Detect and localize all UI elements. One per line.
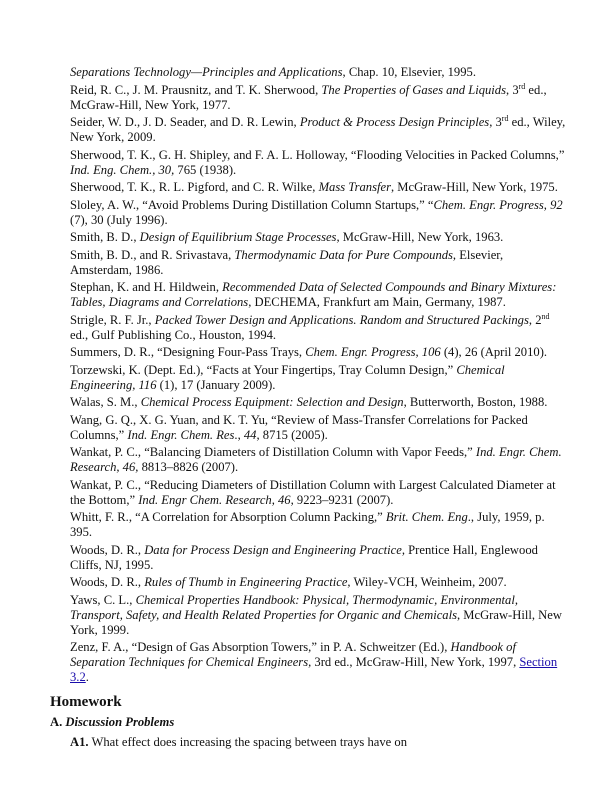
reference-text: Sloley, A. W., “Avoid Problems During Distillation Column Startups,” “ <box>70 197 434 212</box>
reference-text: rd <box>501 114 509 123</box>
reference-title: Brit. Chem. Eng <box>385 510 468 524</box>
reference-text: Woods, D. R., <box>70 542 145 557</box>
reference-text: Prentice Hall, Englewood Cliffs, NJ, 1995. <box>70 542 538 572</box>
reference-entry <box>70 395 566 410</box>
reference-title: Chemical Process Equipment: Selection and Design <box>140 395 404 409</box>
reference-entry <box>70 510 566 540</box>
reference-entry <box>70 83 566 113</box>
reference-text: . <box>85 670 89 684</box>
reference-title: Product & Process Design Principles <box>299 115 490 129</box>
reference-entry <box>70 413 566 443</box>
reference-title: Separations Technology—Principles and Applications <box>70 65 343 79</box>
reference-text: Walas, S. M., <box>70 395 141 409</box>
reference-entry <box>70 543 566 573</box>
reference-text: Wiley-VCH, Weinheim, 2007. <box>350 575 507 589</box>
section-title: Discussion Problems <box>65 715 175 729</box>
reference-text: Smith, B. D., <box>70 230 140 244</box>
reference-text: , 3 <box>506 82 519 97</box>
reference-text: (4), 26 (April 2010). <box>440 345 548 359</box>
section-link[interactable]: Section 3.2 <box>70 655 558 684</box>
reference-title: Ind. Eng. Chem., 30, <box>70 162 175 177</box>
reference-title: Ind. Engr. Chem. Research, 46, <box>70 445 562 474</box>
reference-title: Chem. Engr. Progress, 92 <box>433 197 563 212</box>
reference-title: Design of Equilibrium Stage Processes, <box>139 230 340 244</box>
reference-text: , Chap. 10, Elsevier, 1995. <box>342 65 476 79</box>
reference-title: The Properties of Gases and Liquids <box>321 82 507 97</box>
reference-entry <box>70 198 566 228</box>
reference-entry <box>70 148 566 178</box>
reference-text: ., <box>234 427 244 442</box>
section-heading <box>50 715 566 730</box>
reference-entry <box>70 230 566 245</box>
reference-text: (7), 30 (July 1996). <box>70 212 168 227</box>
reference-entry <box>70 640 566 685</box>
reference-text: Wankat, P. C., “Reducing Diameters of Distillation Column with Largest Calculated Diameter at the Bottom,” <box>70 477 556 507</box>
reference-title: Thermodynamic Data for Pure Compounds, <box>234 247 457 262</box>
reference-title: Chem. Engr. Progress, 106 <box>305 345 441 359</box>
reference-entry <box>70 593 566 638</box>
reference-text: Wankat, P. C., “Balancing Diameters of Distillation Column with Vapor Feeds,” <box>70 445 476 459</box>
reference-title: Ind. Engr Chem. Research, 46, <box>138 492 294 507</box>
reference-title: Chemical Properties Handbook: Physical, Thermodynamic, Environmental, Transport, Safety, and Health Related Properties for Organic and Chemicals <box>70 592 518 622</box>
reference-text: 3rd ed., McGraw-Hill, New York, 1997, <box>311 655 520 669</box>
references-list <box>70 65 566 685</box>
problem-number: A1. <box>70 735 89 749</box>
reference-title: 44, <box>243 427 260 442</box>
reference-title: Mass Transfer <box>318 180 391 194</box>
reference-text: 8813–8826 (2007). <box>138 460 239 474</box>
reference-text: Strigle, R. F. Jr., <box>70 312 155 327</box>
reference-entry <box>70 65 566 80</box>
reference-entry <box>70 575 566 590</box>
reference-text: ed., McGraw-Hill, New York, 1977. <box>70 82 547 112</box>
reference-title: Rules of Thumb in Engineering Practice, <box>144 575 351 589</box>
reference-entry <box>70 280 566 310</box>
reference-text: Elsevier, Amsterdam, 1986. <box>70 247 504 277</box>
reference-text: Reid, R. C., J. M. Prausnitz, and T. K. Sherwood, <box>70 82 322 97</box>
homework-heading: Homework <box>50 694 122 710</box>
reference-title: Ind. Engr. Chem. Res <box>127 427 235 442</box>
problem-text: What effect does increasing the spacing between trays have on <box>91 735 408 749</box>
reference-text: 8715 (2005). <box>259 427 328 442</box>
reference-text: Woods, D. R., <box>70 575 145 589</box>
reference-title: Recommended Data of Selected Compounds and Binary Mixtures: Tables, Diagrams and Correlations <box>70 280 557 309</box>
reference-entry <box>70 363 566 393</box>
reference-title: Chemical Engineering, 116 <box>70 362 505 392</box>
reference-title: Handbook of Separation Techniques for Chemical Engineers, <box>70 640 516 669</box>
reference-text: , DECHEMA, Frankfurt am Main, Germany, 1987. <box>248 295 506 309</box>
reference-text: Yaws, C. L., <box>70 592 136 607</box>
reference-text: , McGraw-Hill, New York, 1999. <box>70 607 562 637</box>
reference-entry <box>70 478 566 508</box>
reference-entry <box>70 115 566 145</box>
reference-text: Whitt, F. R., “A Correlation for Absorption Column Packing,” <box>70 510 386 524</box>
reference-text: Seider, W. D., J. D. Seader, and D. R. Lewin, <box>70 115 300 129</box>
reference-text: Summers, D. R., “Designing Four-Pass Trays, <box>70 345 306 359</box>
problem-a1 <box>70 735 566 750</box>
reference-text: (1), 17 (January 2009). <box>156 377 276 392</box>
reference-text: , McGraw-Hill, New York, 1975. <box>391 180 558 194</box>
reference-entry <box>70 313 566 343</box>
reference-entry <box>70 248 566 278</box>
reference-text: Sherwood, T. K., R. L. Pigford, and C. R. Wilke, <box>70 180 319 194</box>
reference-text: , Butterworth, Boston, 1988. <box>403 395 548 409</box>
reference-title: Data for Process Design and Engineering Practice, <box>144 542 406 557</box>
reference-entry <box>70 445 566 475</box>
reference-text: McGraw-Hill, New York, 1963. <box>339 230 504 244</box>
reference-text: nd <box>541 311 550 321</box>
reference-entry <box>70 180 566 195</box>
reference-text: 765 (1938). <box>174 162 237 177</box>
reference-text: ed., Gulf Publishing Co., Houston, 1994. <box>70 327 277 342</box>
reference-entry <box>70 345 566 360</box>
reference-text: , 3 <box>489 115 502 129</box>
reference-text: Stephan, K. and H. Hildwein, <box>70 280 223 294</box>
reference-text: Torzewski, K. (Dept. Ed.), “Facts at Your Fingertips, Tray Column Design,” <box>70 362 457 377</box>
reference-text: , 2 <box>528 312 542 327</box>
reference-text: Zenz, F. A., “Design of Gas Absorption Towers,” in P. A. Schweitzer (Ed.), <box>70 640 451 654</box>
reference-title: Packed Tower Design and Applications. Random and Structured Packings <box>154 312 529 327</box>
reference-text: 9223–9231 (2007). <box>293 492 394 507</box>
reference-text: ., July, 1959, p. 395. <box>70 510 545 539</box>
reference-text: ed., Wiley, New York, 2009. <box>70 115 566 144</box>
reference-text: Wang, G. Q., X. G. Yuan, and K. T. Yu, “Review of Mass-Transfer Correlations for Packed Columns,” <box>70 412 528 442</box>
section-label: A. <box>50 715 63 729</box>
reference-text: Sherwood, T. K., G. H. Shipley, and F. A. L. Holloway, “Flooding Velocities in Packed Columns,” <box>70 147 565 162</box>
reference-text: rd <box>518 81 526 91</box>
reference-text: Smith, B. D., and R. Srivastava, <box>70 247 235 262</box>
